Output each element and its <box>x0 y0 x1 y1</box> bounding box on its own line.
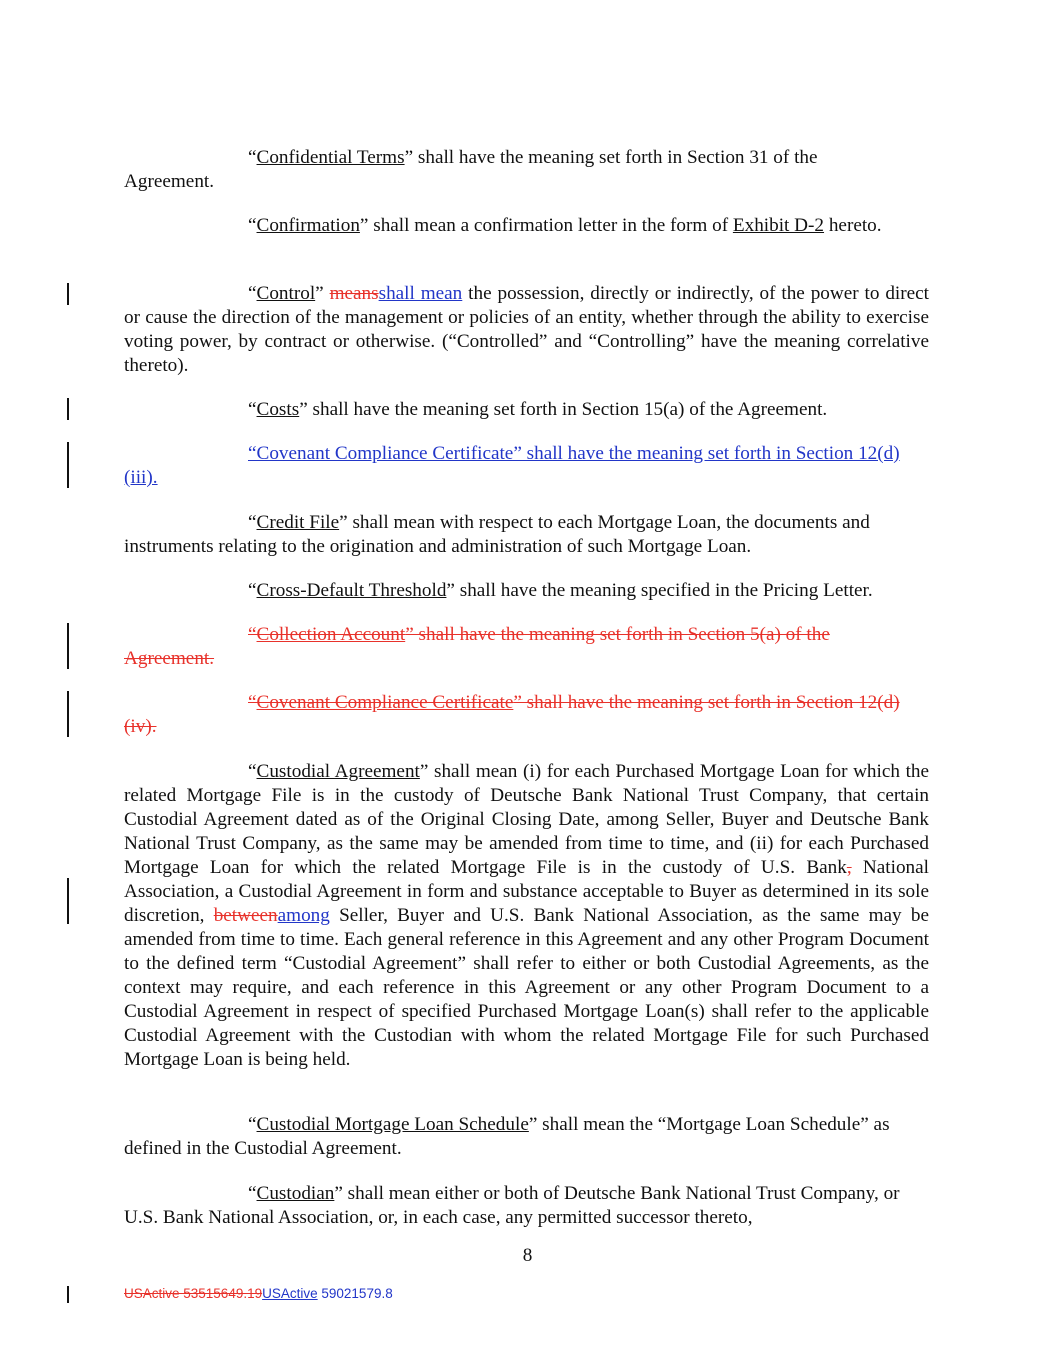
deleted-text: , <box>846 857 852 878</box>
footer-inserted-id: 59021579.8 <box>317 1286 393 1301</box>
definition-covenant-compliance-certificate-inserted <box>124 442 914 490</box>
definition-confidential-terms: “Confidential Terms” shall have the meaning set forth in Section 31 of the Agreement. <box>124 147 818 192</box>
document-footer <box>124 1286 393 1302</box>
change-bar <box>67 442 69 488</box>
deleted-text: Collection Account <box>256 624 406 645</box>
defined-term: Control <box>256 283 316 304</box>
deleted-text: between <box>213 905 278 926</box>
definition-confirmation: “Confirmation” shall mean a confirmation letter in the form of Exhibit D-2 hereto. <box>248 215 882 236</box>
defined-term: Custodian <box>256 1183 335 1204</box>
definition-custodial-mortgage-loan-schedule: “Custodial Mortgage Loan Schedule” shall mean the “Mortgage Loan Schedule” as defined in the Custodial Agreement. <box>124 1114 890 1159</box>
definition-credit-file: “Credit File” shall mean with respect to each Mortgage Loan, the documents and instruments relating to the origination and administration of such Mortgage Loan. <box>124 512 870 557</box>
change-bar <box>67 878 69 924</box>
change-bar <box>67 691 69 737</box>
definition-control: “Control” meansshall mean the possession, directly or indirectly, of the power to direct or cause the direction of the management or policies of an entity, whether through the ability to exercise voting power, by contract or otherwise. (“Controlled” and “Controlling” have the meaning correlative thereto). <box>124 283 929 376</box>
definition-collection-account-deleted: “Collection Account” shall have the meaning set forth in Section 5(a) of the Agreement. <box>124 624 830 669</box>
change-bar <box>67 398 69 420</box>
defined-term: Costs <box>256 399 300 420</box>
deleted-text: means <box>329 283 379 304</box>
inserted-text: shall mean <box>378 283 463 304</box>
footer-deleted-id: USActive 53515649.19 <box>124 1286 263 1301</box>
change-bar <box>67 1286 69 1303</box>
inserted-text: among <box>277 905 330 926</box>
definition-cross-default-threshold: “Cross-Default Threshold” shall have the meaning specified in the Pricing Letter. <box>248 580 873 601</box>
change-bar <box>67 283 69 305</box>
inserted-text: “Covenant Compliance Certificate” shall have the meaning set forth in Section 12(d)(iii). <box>124 443 900 488</box>
defined-term: Cross-Default Threshold <box>256 580 447 601</box>
exhibit-reference: Exhibit D-2 <box>732 215 825 236</box>
defined-term: Custodial Agreement <box>256 761 420 782</box>
deleted-text: ” shall have the meaning set forth in Section 12(d)(iv). <box>124 692 900 737</box>
page-number: 8 <box>522 1245 533 1266</box>
defined-term: Custodial Mortgage Loan Schedule <box>256 1114 529 1135</box>
definition-custodial-agreement: “Custodial Agreement” shall mean (i) for each Purchased Mortgage Loan for which the related Mortgage File is in the custody of Deutsche Bank National Trust Company, that certain Custodial Agreement dated as of the Original Closing Date, among Seller, Buyer and Deutsche Bank National Trust Company, as the same may be amended from time to time, and (ii) for each Purchased Mortgage Loan for which the related Mortgage File is in the custody of U.S. Bank, National Association, a Custodial Agreement in form and substance acceptable to Buyer as determined in its sole discretion, betweenamong Seller, Buyer and U.S. Bank National Association, as the same may be amended from time to time. Each general reference in this Agreement and any other Program Document to the defined term “Custodial Agreement” shall refer to either or both Custodial Agreements, as the context may require, and each reference in this Agreement or any other Program Document to a Custodial Agreement in respect of specified Purchased Mortgage Loan(s) shall refer to the applicable Custodial Agreement with the Custodian with whom the related Mortgage File for such Purchased Mortgage Loan is being held. <box>124 761 930 1070</box>
change-bar <box>67 623 69 669</box>
definition-covenant-compliance-certificate-deleted: “Covenant Compliance Certificate” shall have the meaning set forth in Section 12(d)(iv). <box>124 692 900 737</box>
deleted-text: ” shall have the meaning set forth in Section 5(a) of the Agreement. <box>124 624 830 669</box>
defined-term: Credit File <box>256 512 340 533</box>
deleted-text: Covenant Compliance Certificate <box>256 692 514 713</box>
defined-term: Confidential Terms <box>256 147 405 168</box>
definition-custodian: “Custodian” shall mean either or both of Deutsche Bank National Trust Company, or U.S. Bank National Association, or, in each case, any permitted successor thereto, <box>124 1183 900 1228</box>
definition-costs: “Costs” shall have the meaning set forth in Section 15(a) of the Agreement. <box>248 399 828 420</box>
defined-term: Confirmation <box>256 215 360 236</box>
footer-inserted-label: USActive <box>262 1286 318 1301</box>
